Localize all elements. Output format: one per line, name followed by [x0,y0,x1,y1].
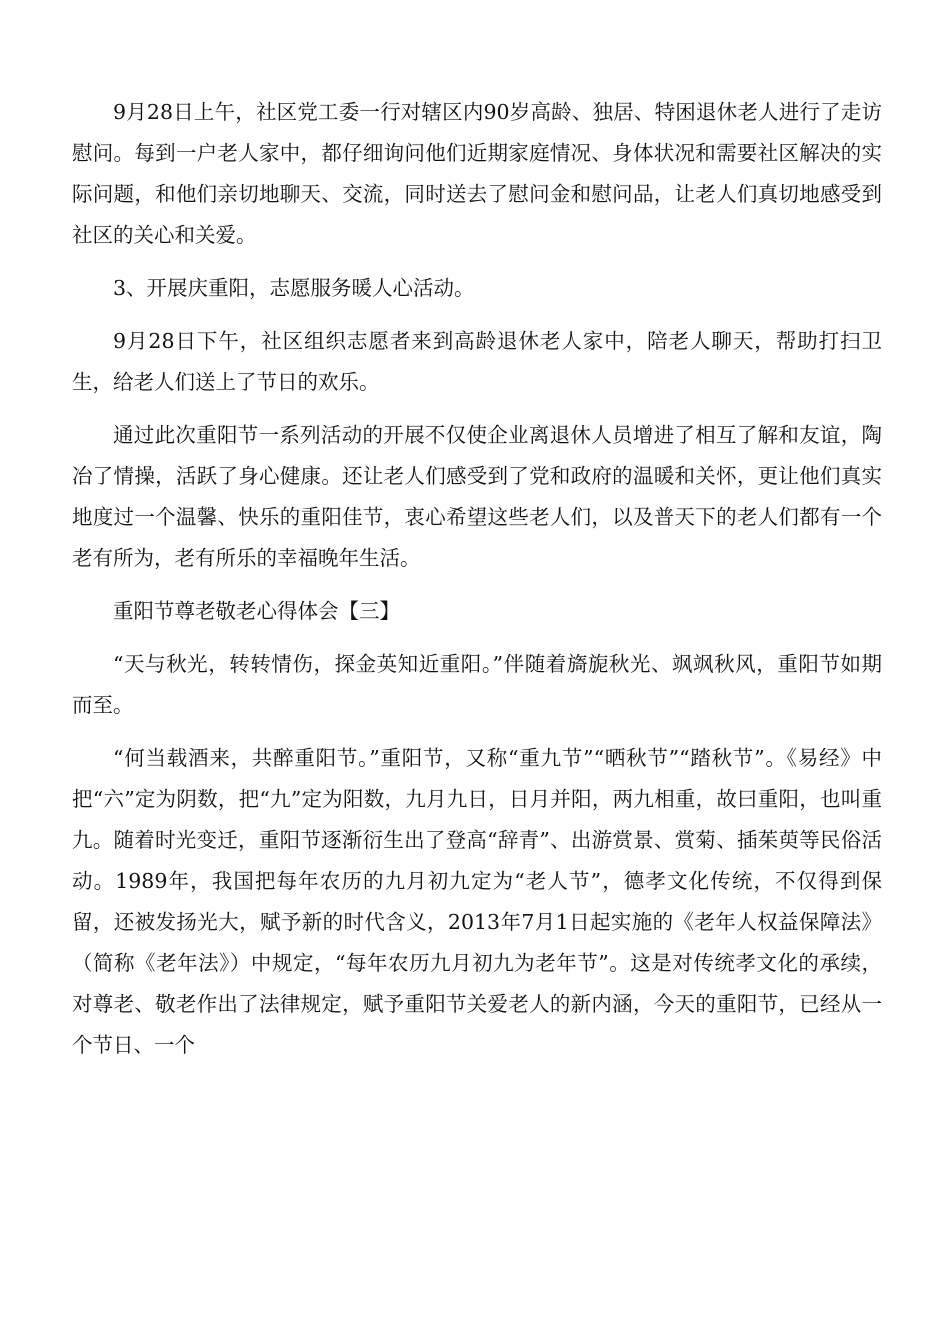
paragraph-chongyang-history: “何当载酒来，共醉重阳节。”重阳节，又称“重九节”“晒秋节”“踏秋节”。《易经》中把“六”定为阴数，把“九”定为阳数，九月九日，日月并阳，两九相重，故曰重阳，也叫重九。随着时光变迁，重阳节逐渐衍生出了登高“辞青”、出游赏景、赏菊、插茱萸等民俗活动。1989年，我国把每年农历的九月初九定为“老人节”，德孝文化传统，不仅得到保留，还被发扬光大，赋予新的时代含义，2013年7月1日起实施的《老年人权益保障法》（简称《老年法》）中规定，“每年农历九月初九为老年节”。这是对传统孝文化的承续，对尊老、敬老作出了法律规定，赋予重阳节关爱老人的新内涵，今天的重阳节，已经从一个节日、一个 [72,746,882,1057]
paragraph-section-3-heading: 3、开展庆重阳，志愿服务暖人心活动。 [113,276,475,300]
paragraph-activity-summary: 通过此次重阳节一系列活动的开展不仅使企业离退休人员增进了相互了解和友谊，陶冶了情操，活跃了身心健康。还让老人们感受到了党和政府的温暖和关怀，更让他们真实地度过一个温馨、快乐的重阳佳节，衷心希望这些老人们，以及普天下的老人们都有一个老有所为，老有所乐的幸福晚年生活。 [72,423,882,570]
paragraph-essay-3-title: 重阳节尊老敬老心得体会【三】 [113,599,400,623]
paragraph-volunteer-service: 9月28日下午，社区组织志愿者来到高龄退休老人家中，陪老人聊天，帮助打扫卫生，给老人们送上了节日的欢乐。 [72,329,882,394]
paragraph-autumn-poem: “天与秋光，转转情伤，探金英知近重阳。”伴随着旖旎秋光、飒飒秋风，重阳节如期而至。 [72,652,882,717]
paragraph-visit-elderly: 9月28日上午，社区党工委一行对辖区内90岁高龄、独居、特困退休老人进行了走访慰问。每到一户老人家中，都仔细询问他们近期家庭情况、身体状况和需要社区解决的实际问题，和他们亲切地聊天、交流，同时送去了慰问金和慰问品，让老人们真切地感受到社区的关心和关爱。 [72,100,882,247]
